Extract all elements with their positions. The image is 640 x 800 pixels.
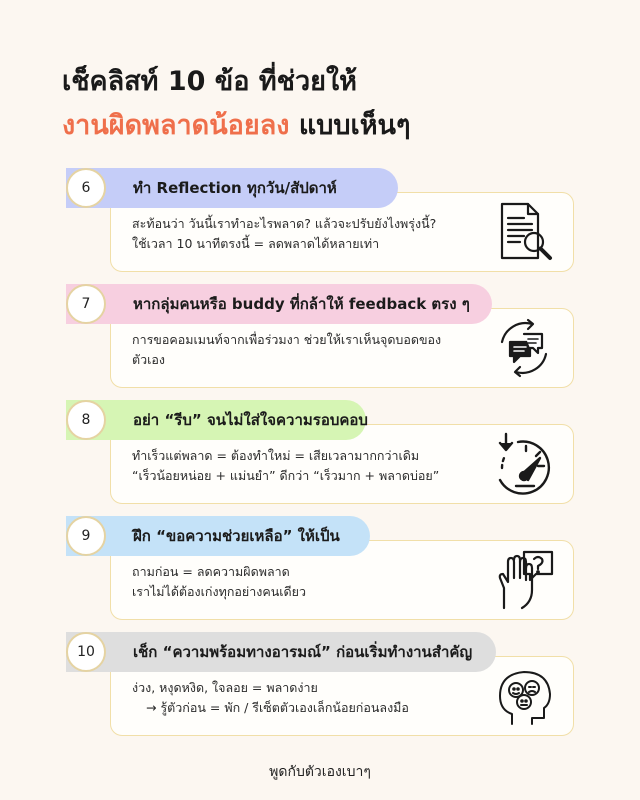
description-line: สะท้อนว่า วันนี้เราทำอะไรพลาด? แล้วจะปรับยังไงพรุ่งนี้? bbox=[132, 216, 437, 231]
item-number: 9 bbox=[66, 516, 106, 556]
item-number: 10 bbox=[66, 632, 106, 672]
item-number: 7 bbox=[66, 284, 106, 324]
item-description bbox=[132, 214, 482, 254]
footer-text: พูดกับตัวเองเบาๆ bbox=[269, 764, 371, 780]
item-number: 6 bbox=[66, 168, 106, 208]
page-title bbox=[62, 60, 411, 148]
description-line: ง่วง, หงุดหงิด, ใจลอย = พลาดง่าย bbox=[132, 680, 318, 695]
description-line: ถามก่อน = ลดความผิดพลาด bbox=[132, 564, 290, 579]
description-line: ตัวเอง bbox=[132, 352, 166, 367]
item-description bbox=[132, 330, 482, 370]
description-line: ใช้เวลา 10 นาทีตรงนี้ = ลดพลาดได้หลายเท่า bbox=[132, 236, 380, 251]
checklist-item bbox=[0, 516, 640, 622]
hand-question-icon bbox=[488, 544, 560, 616]
item-number: 8 bbox=[66, 400, 106, 440]
item-description bbox=[132, 562, 482, 602]
checklist-item bbox=[0, 168, 640, 274]
item-description bbox=[132, 678, 482, 718]
item-heading: หากลุ่มคนหรือ buddy ที่กล้าให้ feedback ตรง ๆ bbox=[133, 295, 470, 313]
description-line: การขอคอมเมนท์จากเพื่อร่วมงา ช่วยให้เราเห็นจุดบอดของ bbox=[132, 332, 442, 347]
emotion-head-icon bbox=[488, 660, 560, 732]
description-line: → รู้ตัวก่อน = พัก / รีเซ็ตตัวเองเล็กน้อยก่อนลงมือ bbox=[146, 700, 409, 715]
checklist-item bbox=[0, 632, 640, 738]
item-description bbox=[132, 446, 482, 486]
title-line-1: เช็คลิสท์ 10 ข้อ ที่ช่วยให้ bbox=[62, 66, 357, 97]
description-line: ทำเร็วแต่พลาด = ต้องทำใหม่ = เสียเวลามากกว่าเดิม bbox=[132, 448, 420, 463]
document-search-icon bbox=[488, 196, 560, 268]
title-accent-text: งานผิดพลาดน้อยลง bbox=[62, 110, 290, 141]
item-heading: อย่า “รีบ” จนไม่ใส่ใจความรอบคอบ bbox=[133, 411, 368, 429]
item-heading: ฝึก “ขอความช่วยเหลือ” ให้เป็น bbox=[133, 527, 340, 545]
title-line-2 bbox=[62, 104, 411, 148]
item-heading: เช็ก “ความพร้อมทางอารมณ์” ก่อนเริ่มทำงานสำคัญ bbox=[133, 643, 473, 661]
description-line: เราไม่ได้ต้องเก่งทุกอย่างคนเดียว bbox=[132, 584, 307, 599]
checklist-item bbox=[0, 284, 640, 390]
description-line: “เร็วน้อยหน่อย + แม่นยำ” ดีกว่า “เร็วมาก + พลาดบ่อย” bbox=[132, 468, 440, 483]
checklist-item bbox=[0, 400, 640, 506]
speedometer-icon bbox=[488, 428, 560, 500]
item-heading: ทำ Reflection ทุกวัน/สัปดาห์ bbox=[133, 179, 337, 197]
chat-cycle-icon bbox=[488, 312, 560, 384]
title-rest-text: แบบเห็นๆ bbox=[298, 110, 411, 141]
